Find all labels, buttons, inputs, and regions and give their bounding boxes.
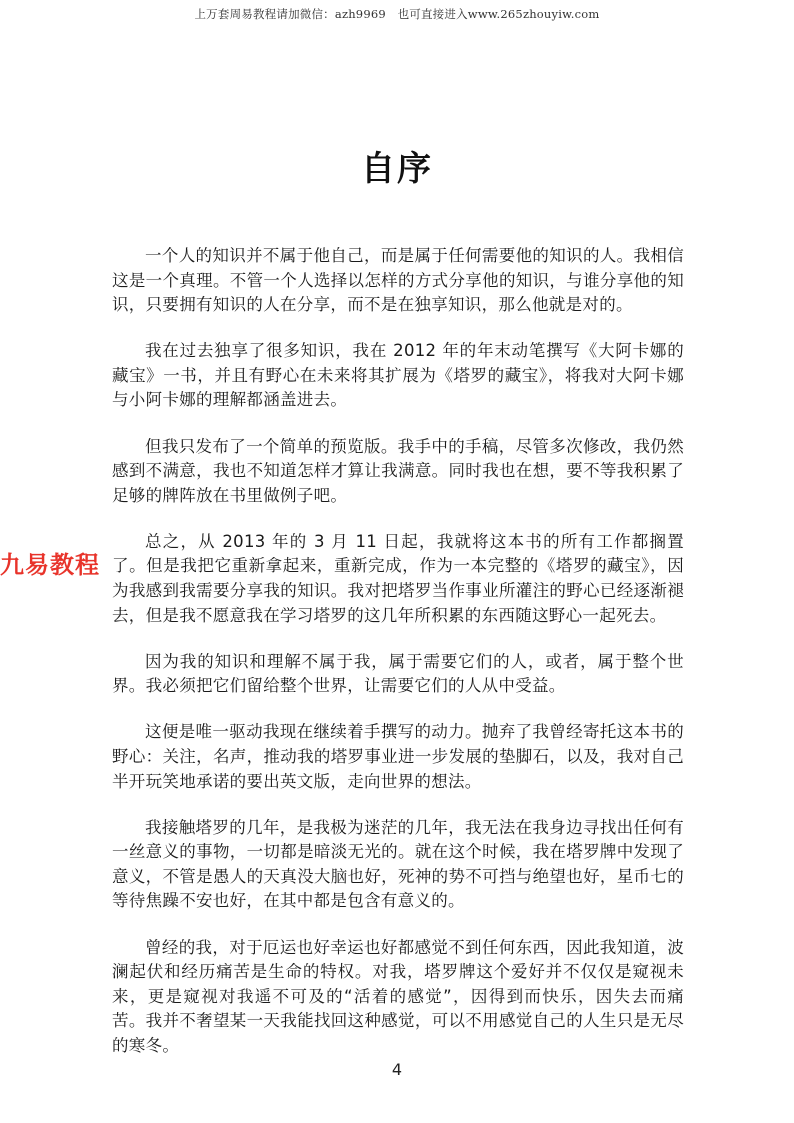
paragraph: 我在过去独享了很多知识，我在 2012 年的年末动笔撰写《大阿卡娜的藏宝》一书，并且有野心在未来将其扩展为《塔罗的藏宝》，将我对大阿卡娜与小阿卡娜的理解都涵盖进去。: [112, 341, 684, 410]
header-note: 上万套周易教程请加微信：azh9969 也可直接进入www.265zhouyiw.com: [194, 7, 600, 21]
paragraph: 总之，从 2013 年的 3 月 11 日起，我就将这本书的所有工作都搁置了。但是我把它重新拿起来，重新完成，作为一本完整的《塔罗的藏宝》，因为我感到我需要分享我的知识。我对把塔罗当作事业所灌注的野心已经逐渐褪去，但是我不愿意我在学习塔罗的这几年所积累的东西随这野心一起死去。: [112, 531, 684, 625]
body-text: [112, 244, 684, 1080]
paragraph: 但我只发布了一个简单的预览版。我手中的手稿，尽管多次修改，我仍然感到不满意，我也不知道怎样才算让我满意。同时我也在想，要不等我积累了足够的牌阵放在书里做例子吧。: [112, 436, 684, 505]
watermark-label: 九易教程: [0, 551, 100, 579]
page-number: 4: [391, 1060, 403, 1079]
paragraph: 我接触塔罗的几年，是我极为迷茫的几年，我无法在我身边寻找出任何有一丝意义的事物，一切都是暗淡无光的。就在这个时候，我在塔罗牌中发现了意义，不管是愚人的天真没大脑也好，死神的势不可挡与绝望也好，星币七的等待焦躁不安也好，在其中都是包含有意义的。: [112, 817, 684, 911]
paragraph: 曾经的我，对于厄运也好幸运也好都感觉不到任何东西，因此我知道，波澜起伏和经历痛苦是生命的特权。对我，塔罗牌这个爱好并不仅仅是窥视未来，更是窥视对我遥不可及的“活着的感觉”，因得到而快乐，因失去而痛苦。我并不奢望某一天我能找回这种感觉，可以不用感觉自己的人生只是无尽的寒冬。: [112, 937, 684, 1055]
paragraph: 这便是唯一驱动我现在继续着手撰写的动力。抛弃了我曾经寄托这本书的野心：关注，名声，推动我的塔罗事业进一步发展的垫脚石，以及，我对自己半开玩笑地承诺的要出英文版，走向世界的想法。: [112, 722, 684, 791]
paragraph: 一个人的知识并不属于他自己，而是属于任何需要他的知识的人。我相信这是一个真理。不管一个人选择以怎样的方式分享他的知识，与谁分享他的知识，只要拥有知识的人在分享，而不是在独享知识，那么他就是对的。: [112, 246, 684, 315]
paragraph: 因为我的知识和理解不属于我，属于需要它们的人，或者，属于整个世界。我必须把它们留给整个世界，让需要它们的人从中受益。: [112, 651, 684, 696]
page-title: 自序: [361, 149, 433, 189]
